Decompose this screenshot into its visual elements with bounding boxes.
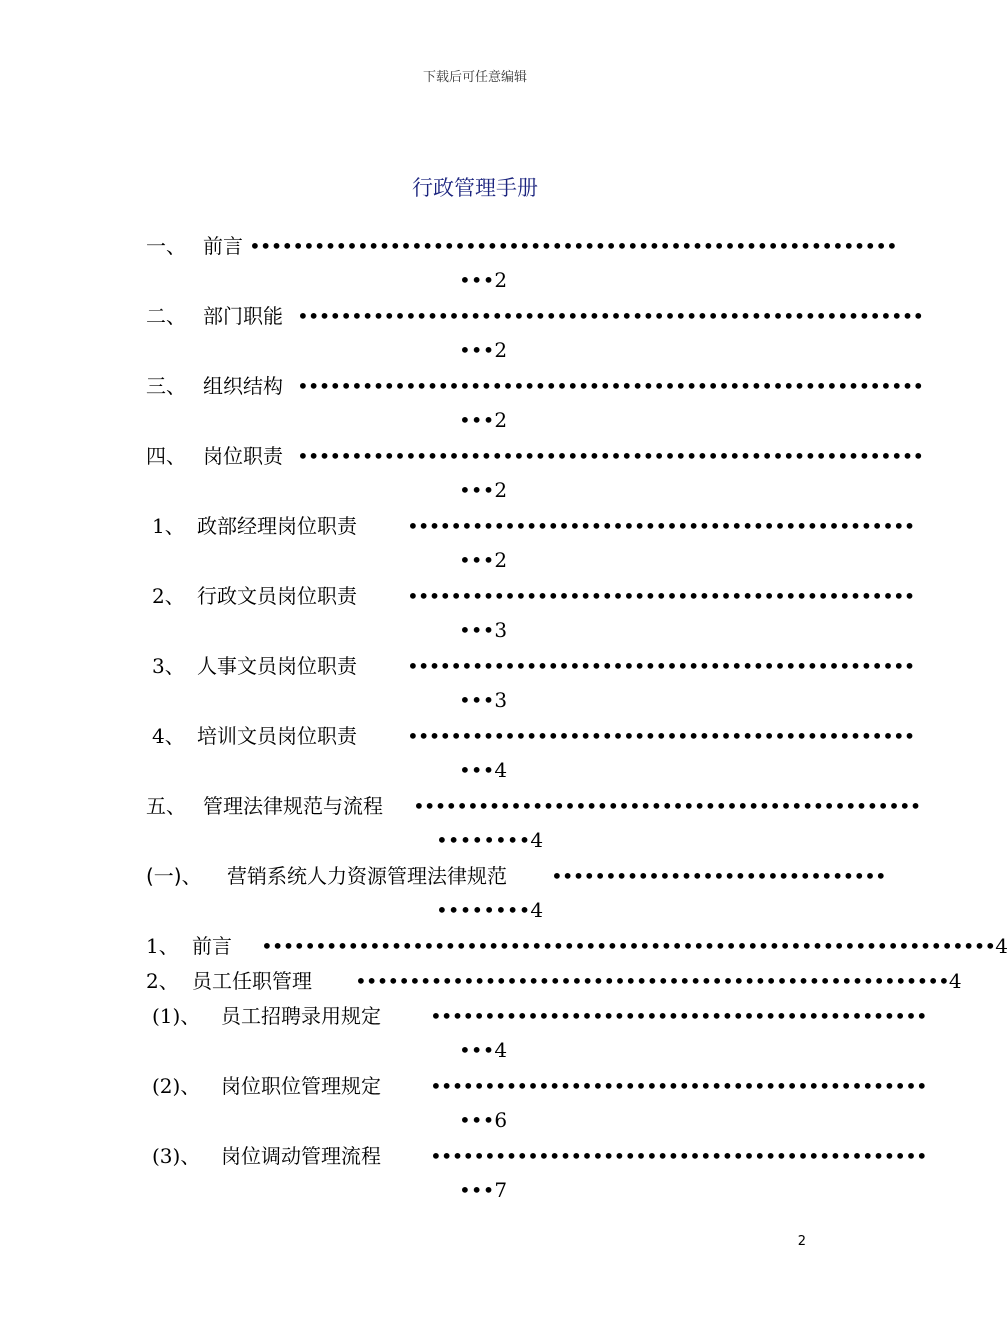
toc-entry-number: 四、	[146, 444, 186, 468]
toc-entry[interactable]	[0, 720, 950, 752]
toc-entry-title: 行政文员岗位职责	[197, 584, 357, 608]
toc-dot-leader: •••••••••••••••••••••••••••••••••••••••••••••••	[407, 724, 915, 748]
page-header: 下载后可任意编辑	[422, 70, 527, 85]
toc-entry[interactable]	[0, 790, 950, 822]
toc-entry-title: 营销系统人力资源管理法律规范	[227, 864, 507, 888]
toc-entry[interactable]	[0, 580, 950, 612]
toc-continuation	[0, 1104, 950, 1136]
toc-entry[interactable]	[0, 1000, 950, 1032]
toc-dot-leader: ••••••••••••••••••••••••••••••••••••••••••••••	[430, 1074, 927, 1098]
toc-continuation	[0, 474, 950, 506]
toc-entry-number: (1)、	[152, 1004, 201, 1028]
toc-entry[interactable]	[0, 510, 950, 542]
toc-page-number: •••2	[459, 338, 508, 362]
toc-page-number: •••6	[459, 1108, 508, 1132]
toc-dot-leader: •••••••••••••••••••••••••••••••	[551, 864, 886, 888]
toc-entry-title: 岗位职位管理规定	[221, 1074, 381, 1098]
toc-page-number: ••••••••4	[436, 898, 544, 922]
toc-entry[interactable]	[0, 1140, 950, 1172]
toc-entry[interactable]	[0, 860, 950, 892]
toc-dot-leader: ••••••••••••••••••••••••••••••••••••••••••••••••••••••••••	[297, 304, 924, 328]
toc-continuation	[0, 754, 950, 786]
toc-entry[interactable]	[0, 1070, 950, 1102]
toc-entry-number: 2、	[152, 584, 185, 608]
toc-entry-number: (一)、	[146, 864, 202, 888]
toc-entry[interactable]	[0, 930, 1007, 962]
toc-entry-title: 组织结构	[203, 374, 283, 398]
toc-page-number: •••4	[459, 1038, 508, 1062]
toc-continuation	[0, 334, 950, 366]
page-number: 2	[797, 1234, 806, 1249]
toc-page-number: •••3	[459, 618, 508, 642]
toc-dot-leader: ••••••••••••••••••••••••••••••••••••••••••••••••••••••••••	[297, 444, 924, 468]
toc-page-number: •••2	[459, 478, 508, 502]
toc-dot-leader: •••••••••••••••••••••••••••••••••••••••••••••••	[407, 584, 915, 608]
toc-dot-leader: ••••••••••••••••••••••••••••••••••••••••••••••	[430, 1004, 927, 1028]
toc-continuation	[0, 614, 950, 646]
toc-continuation	[0, 544, 950, 576]
toc-page-number: •••3	[459, 688, 508, 712]
toc-entry-number: 一、	[146, 234, 186, 258]
toc-continuation	[0, 404, 950, 436]
toc-entry-title: 人事文员岗位职责	[197, 654, 357, 678]
toc-entry-title: 员工招聘录用规定	[221, 1004, 381, 1028]
toc-entry-number: 4、	[152, 724, 185, 748]
toc-entry-title: 政部经理岗位职责	[197, 514, 357, 538]
toc-page-number: •••7	[459, 1178, 508, 1202]
toc-entry-title: 员工任职管理	[192, 969, 312, 993]
toc-dot-leader: •••••••••••••••••••••••••••••••••••••••••••••••	[407, 514, 915, 538]
toc-entry[interactable]	[0, 370, 950, 402]
toc-page-number: ••••••••4	[436, 828, 544, 852]
toc-dot-leader: •••••••••••••••••••••••••••••••••••••••••••••••	[407, 654, 915, 678]
toc-dot-leader: •••••••••••••••••••••••••••••••••••••••••••••••••••••••4	[355, 969, 961, 993]
toc-page-number: •••4	[459, 758, 508, 782]
toc-entry-number: 五、	[146, 794, 186, 818]
toc-entry-title: 前言	[203, 234, 243, 258]
toc-entry-title: 管理法律规范与流程	[203, 794, 383, 818]
toc-entry-number: 三、	[146, 374, 186, 398]
toc-continuation	[0, 1174, 950, 1206]
toc-entry[interactable]	[0, 300, 950, 332]
toc-continuation	[0, 1034, 950, 1066]
toc-continuation	[0, 264, 950, 296]
toc-dot-leader: •••••••••••••••••••••••••••••••••••••••••••••••	[413, 794, 921, 818]
toc-dot-leader: ••••••••••••••••••••••••••••••••••••••••••••••••••••••••••••••••••••4	[261, 934, 1007, 958]
toc-entry[interactable]	[0, 230, 950, 262]
document-title: 行政管理手册	[412, 176, 538, 200]
toc-continuation	[0, 684, 950, 716]
toc-page-number: •••2	[459, 408, 508, 432]
toc-entry[interactable]	[0, 965, 961, 997]
toc-entry-title: 前言	[192, 934, 232, 958]
toc-entry-number: (3)、	[152, 1144, 201, 1168]
toc-dot-leader: ••••••••••••••••••••••••••••••••••••••••••••••	[430, 1144, 927, 1168]
toc-entry-number: 2、	[146, 969, 179, 993]
toc-entry-number: 1、	[152, 514, 185, 538]
toc-entry[interactable]	[0, 440, 950, 472]
toc-page-number: •••2	[459, 268, 508, 292]
toc-dot-leader: ••••••••••••••••••••••••••••••••••••••••••••••••••••••••••	[297, 374, 924, 398]
toc-dot-leader: ••••••••••••••••••••••••••••••••••••••••••••••••••••••••••••	[249, 234, 897, 258]
toc-entry-title: 岗位职责	[203, 444, 283, 468]
toc-entry-number: 二、	[146, 304, 186, 328]
toc-continuation	[0, 894, 950, 926]
toc-entry-title: 培训文员岗位职责	[197, 724, 357, 748]
toc-entry-number: (2)、	[152, 1074, 201, 1098]
toc-entry[interactable]	[0, 650, 950, 682]
toc-entry-title: 岗位调动管理流程	[221, 1144, 381, 1168]
toc-entry-title: 部门职能	[203, 304, 283, 328]
toc-entry-number: 3、	[152, 654, 185, 678]
toc-page-number: •••2	[459, 548, 508, 572]
toc-entry-number: 1、	[146, 934, 179, 958]
toc-continuation	[0, 824, 950, 856]
